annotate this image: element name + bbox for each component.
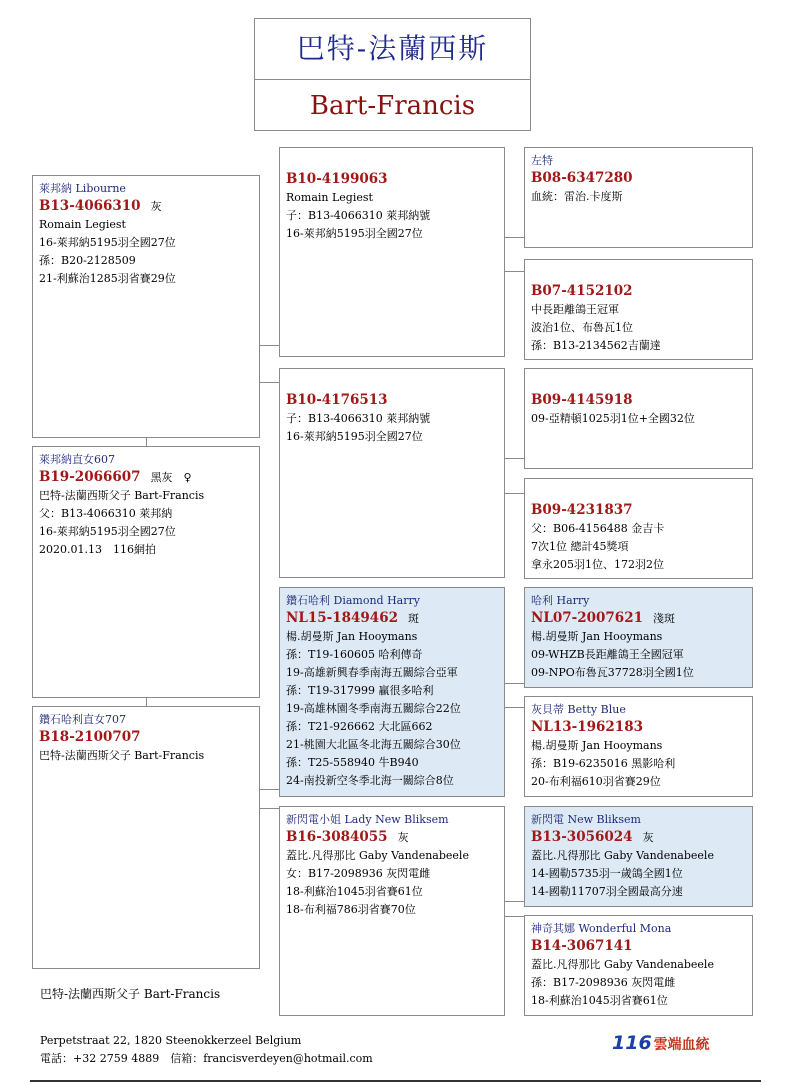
pedigree-line: 巴特-法蘭西斯父子 Bart-Francis	[39, 749, 205, 762]
title-english: Bart-Francis	[309, 91, 476, 121]
connector-line	[505, 916, 525, 917]
pigeon-name: 新閃電小姐 Lady New Bliksem	[286, 813, 449, 826]
ring-number: B09-4231837	[531, 502, 633, 518]
feather-color: 淺斑	[652, 612, 675, 625]
pigeon-card-hen2	[32, 706, 260, 969]
brand-logo	[612, 1032, 710, 1054]
title-box	[254, 18, 531, 131]
pedigree-line: 楊.胡曼斯 Jan Hooymans	[286, 630, 418, 643]
ring-number: B10-4176513	[286, 392, 388, 408]
pedigree-line: 14-國勒11707羽全國最高分速	[531, 885, 683, 898]
ring-number: NL13-1962183	[531, 719, 643, 735]
connector-line	[505, 271, 525, 272]
ring-number: NL07-2007621	[531, 610, 643, 626]
pedigree-line: 7次1位 總計45獎項	[531, 540, 629, 553]
pedigree-line: 孫：B17-2098936 灰閃電雌	[531, 976, 676, 989]
pedigree-line: 巴特-法蘭西斯父子 Bart-Francis	[39, 489, 205, 502]
pigeon-name: 灰貝蒂 Betty Blue	[531, 703, 626, 716]
ring-number: B10-4199063	[286, 171, 388, 187]
pigeon-card-sire-sire	[279, 147, 505, 357]
pedigree-line: 16-萊邦納5195羽全國27位	[39, 525, 176, 538]
pedigree-line: 14-國勒5735羽一歲鴿全國1位	[531, 867, 683, 880]
logo-number: 116	[612, 1032, 652, 1054]
pigeon-name: 左特	[531, 154, 553, 167]
pedigree-line: 孫：T25-558940 牛B940	[286, 756, 419, 769]
pedigree-line: 孫：T19-317999 贏很多哈利	[286, 684, 434, 697]
pedigree-line: 18-利蘇治1045羽省賽61位	[286, 885, 423, 898]
pedigree-line: 09-亞精頓1025羽1位+全國32位	[531, 412, 695, 425]
pedigree-line: 19-高雄新興春季南海五關綜合亞軍	[286, 666, 458, 679]
pigeon-card-sss	[524, 147, 753, 248]
connector-line	[505, 901, 525, 902]
ring-number: B07-4152102	[531, 283, 633, 299]
pedigree-line: 18-利蘇治1045羽省賽61位	[531, 994, 668, 1007]
pigeon-card-sire-dam	[279, 368, 505, 578]
pigeon-card-hen1	[32, 446, 260, 698]
connector-line	[505, 707, 525, 708]
pigeon-card-dam-sire	[279, 587, 505, 797]
pedigree-line: 18-布利福786羽省賽70位	[286, 903, 416, 916]
pedigree-line: 子：B13-4066310 萊邦納號	[286, 412, 431, 425]
pedigree-line: 孫：B19-6235016 黑影哈利	[531, 757, 676, 770]
pedigree-line: 血統：雷治.卡度斯	[531, 190, 623, 203]
pigeon-name: 萊邦納 Libourne	[39, 182, 126, 195]
owner-name: 巴特-法蘭西斯父子 Bart-Francis	[40, 987, 221, 1001]
pigeon-card-sds	[524, 368, 753, 469]
pedigree-line: 16-萊邦納5195羽全國27位	[286, 430, 423, 443]
connector-line	[259, 345, 280, 346]
pigeon-card-ddd	[524, 915, 753, 1016]
pedigree-line: Romain Legiest	[286, 191, 373, 204]
pedigree-line: 09-WHZB長距離鴿王全國冠軍	[531, 648, 684, 661]
pedigree-line: 24-南投新空冬季北海一關綜合8位	[286, 774, 454, 787]
pedigree-line: 孫：T21-926662 大北區662	[286, 720, 433, 733]
pedigree-line: 中長距離鴿王冠軍	[531, 303, 619, 316]
pedigree-line: 21-桃園大北區冬北海五關綜合30位	[286, 738, 461, 751]
pedigree-line: 2020.01.13 116網拍	[39, 543, 156, 556]
pigeon-card-dsd	[524, 696, 753, 797]
pedigree-line: 蓋比.凡得那比 Gaby Vandenabeele	[531, 849, 714, 862]
pigeon-card-sdd	[524, 478, 753, 579]
pedigree-line: 子：B13-4066310 萊邦納號	[286, 209, 431, 222]
pigeon-card-ssd	[524, 259, 753, 360]
ring-number: B16-3084055	[286, 829, 388, 845]
connector-line	[259, 808, 280, 809]
feather-color: 灰	[397, 831, 409, 844]
pedigree-line: 孫：B13-2134562吉蘭達	[531, 339, 661, 352]
pigeon-name: 哈利 Harry	[531, 594, 590, 607]
connector-line	[259, 789, 280, 790]
pedigree-line: 16-萊邦納5195羽全國27位	[39, 236, 176, 249]
feather-color: 灰	[150, 200, 162, 213]
pedigree-line: 09-NPO布魯瓦37728羽全國1位	[531, 666, 694, 679]
connector-line	[505, 237, 525, 238]
feather-color: 灰	[642, 831, 654, 844]
ring-number: B09-4145918	[531, 392, 633, 408]
pigeon-name: 神奇其娜 Wonderful Mona	[531, 922, 672, 935]
pigeon-name: 鑽石哈利 Diamond Harry	[286, 594, 420, 607]
pedigree-line: 19-高雄林園冬季南海五關綜合22位	[286, 702, 461, 715]
feather-color: 黑灰 ♀	[150, 471, 192, 484]
pedigree-line: 21-利蘇治1285羽省賽29位	[39, 272, 176, 285]
pedigree-line: 孫：B20-2128509	[39, 254, 136, 267]
connector-line	[505, 683, 525, 684]
ring-number: B19-2066607	[39, 469, 141, 485]
pigeon-name: 萊邦納直女607	[39, 453, 115, 466]
connector-line	[505, 493, 525, 494]
contact-block	[40, 1032, 373, 1068]
pigeon-name: 鑽石哈利直女707	[39, 713, 126, 726]
pigeon-card-dds	[524, 806, 753, 907]
footer-divider	[30, 1080, 761, 1082]
pigeon-name: 新閃電 New Bliksem	[531, 813, 641, 826]
pedigree-line: 蓋比.凡得那比 Gaby Vandenabeele	[531, 958, 714, 971]
pedigree-line: 父：B13-4066310 萊邦納	[39, 507, 173, 520]
pedigree-line: 16-萊邦納5195羽全國27位	[286, 227, 423, 240]
pedigree-line: 波治1位、布魯瓦1位	[531, 321, 633, 334]
pigeon-card-dss	[524, 587, 753, 688]
pedigree-line: 楊.胡曼斯 Jan Hooymans	[531, 630, 663, 643]
address-line: Perpetstraat 22, 1820 Steenokkerzeel Belgium	[40, 1034, 302, 1047]
pedigree-line: 女：B17-2098936 灰閃電雌	[286, 867, 431, 880]
pigeon-card-sire	[32, 175, 260, 438]
feather-color: 斑	[407, 612, 419, 625]
ring-number: B18-2100707	[39, 729, 141, 745]
title-chinese: 巴特-法蘭西斯	[255, 19, 530, 80]
pedigree-line: Romain Legiest	[39, 218, 126, 231]
pedigree-line: 20-布利福610羽省賽29位	[531, 775, 661, 788]
ring-number: NL15-1849462	[286, 610, 398, 626]
logo-text: 雲端血統	[653, 1037, 710, 1053]
ring-number: B14-3067141	[531, 938, 633, 954]
pedigree-line: 楊.胡曼斯 Jan Hooymans	[531, 739, 663, 752]
pigeon-card-dam-dam	[279, 806, 505, 1016]
pedigree-line: 蓋比.凡得那比 Gaby Vandenabeele	[286, 849, 469, 862]
ring-number: B13-3056024	[531, 829, 633, 845]
pedigree-line: 父：B06-4156488 金吉卡	[531, 522, 665, 535]
contact-line: 電話：+32 2759 4889 信箱：francisverdeyen@hotmail.com	[40, 1052, 373, 1065]
pedigree-line: 孫：T19-160605 哈利傳奇	[286, 648, 423, 661]
ring-number: B08-6347280	[531, 170, 633, 186]
ring-number: B13-4066310	[39, 198, 141, 214]
pedigree-line: 拿永205羽1位、172羽2位	[531, 558, 664, 571]
connector-line	[505, 458, 525, 459]
connector-line	[259, 382, 280, 383]
